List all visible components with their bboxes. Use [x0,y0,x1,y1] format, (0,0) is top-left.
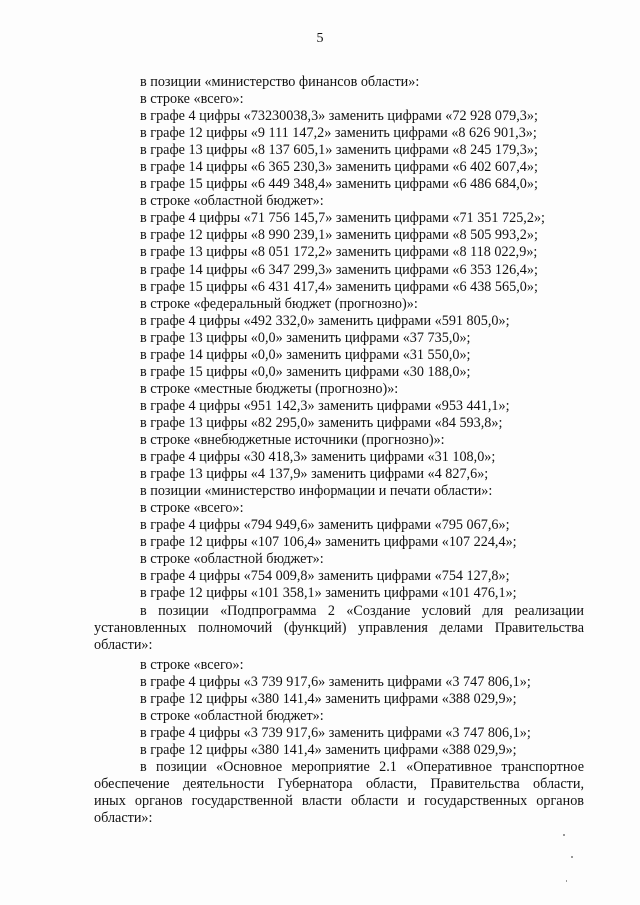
text-line: в графе 13 цифры «8 051 172,2» заменить цифрами «8 118 022,9»; [140,244,538,261]
paragraph-subprogram-2 [94,603,584,654]
text-line: в строке «областной бюджет»: [140,193,324,210]
text-line: в графе 14 цифры «0,0» заменить цифрами «31 550,0»; [140,346,471,363]
text-line: в строке «внебюджетные источники (прогнозно)»: [140,431,445,448]
paragraph-line: области»: [94,810,153,827]
text-line: в графе 4 цифры «3 739 917,6» заменить цифрами «3 747 806,1»; [140,725,531,742]
text-line: в позиции «министерство финансов области»: [140,74,420,90]
text-line: в строке «всего»: [140,91,244,108]
text-line: в графе 15 цифры «0,0» заменить цифрами «30 188,0»; [140,363,471,380]
text-line: в графе 4 цифры «754 009,8» заменить цифрами «754 127,8»; [140,568,510,585]
text-line: в строке «областной бюджет»: [140,708,324,725]
text-line: в графе 4 цифры «492 332,0» заменить цифрами «591 805,0»; [140,312,510,329]
document-body [117,74,584,602]
text-line: в строке «всего»: [140,500,244,517]
text-line: в графе 15 цифры «6 431 417,4» заменить цифрами «6 438 565,0»; [140,278,538,295]
text-line: в графе 12 цифры «101 358,1» заменить цифрами «101 476,1»; [140,585,517,602]
text-line: в графе 12 цифры «9 111 147,2» заменить цифрами «8 626 901,3»; [140,125,537,142]
text-line: в графе 12 цифры «380 141,4» заменить цифрами «388 029,9»; [140,691,517,708]
scan-speck [571,856,573,858]
text-line: в позиции «министерство информации и печати области»: [140,483,493,500]
paragraph-line: в позиции «Подпрограмма 2 «Создание условий для реализации [140,603,584,619]
text-line: в строке «федеральный бюджет (прогнозно)»: [140,295,418,312]
text-line: в графе 4 цифры «3 739 917,6» заменить цифрами «3 747 806,1»; [140,674,531,691]
text-line: в графе 13 цифры «4 137,9» заменить цифрами «4 827,6»; [140,466,489,483]
paragraph-line: установленных полномочий (функций) управления делами Правительства [94,620,584,637]
text-line: в графе 4 цифры «71 756 145,7» заменить цифрами «71 351 725,2»; [140,210,545,227]
text-line: в графе 13 цифры «0,0» заменить цифрами «37 735,0»; [140,329,471,346]
subprogram-2-changes [140,657,584,759]
text-line: в графе 4 цифры «794 949,6» заменить цифрами «795 067,6»; [140,517,510,534]
paragraph-main-activity-2-1 [94,759,584,827]
paragraph-line: в позиции «Основное мероприятие 2.1 «Оперативное транспортное [140,759,584,775]
text-line: в строке «областной бюджет»: [140,551,324,568]
text-line: в графе 14 цифры «6 365 230,3» заменить цифрами «6 402 607,4»; [140,159,538,176]
paragraph-line: области»: [94,637,153,654]
text-line: в строке «всего»: [140,657,244,673]
text-line: в графе 4 цифры «951 142,3» заменить цифрами «953 441,1»; [140,397,510,414]
text-line: в графе 12 цифры «8 990 239,1» заменить цифрами «8 505 993,2»; [140,227,538,244]
text-line: в строке «местные бюджеты (прогнозно)»: [140,380,399,397]
text-line: в графе 4 цифры «30 418,3» заменить цифрами «31 108,0»; [140,449,496,466]
text-line: в графе 4 цифры «73230038,3» заменить цифрами «72 928 079,3»; [140,108,538,125]
text-line: в графе 12 цифры «107 106,4» заменить цифрами «107 224,4»; [140,534,517,551]
scan-speck [563,834,565,836]
paragraph-line: обеспечение деятельности Губернатора области, Правительства области, [94,776,584,793]
page-number: 5 [316,31,324,46]
text-line: в графе 13 цифры «82 295,0» заменить цифрами «84 593,8»; [140,414,503,431]
scan-speck [566,880,567,882]
text-line: в графе 13 цифры «8 137 605,1» заменить цифрами «8 245 179,3»; [140,142,538,159]
paragraph-line: иных органов государственной власти области и государственных органов [94,793,584,810]
text-line: в графе 14 цифры «6 347 299,3» заменить цифрами «6 353 126,4»; [140,261,538,278]
text-line: в графе 15 цифры «6 449 348,4» заменить цифрами «6 486 684,0»; [140,176,538,193]
text-line: в графе 12 цифры «380 141,4» заменить цифрами «388 029,9»; [140,742,517,759]
